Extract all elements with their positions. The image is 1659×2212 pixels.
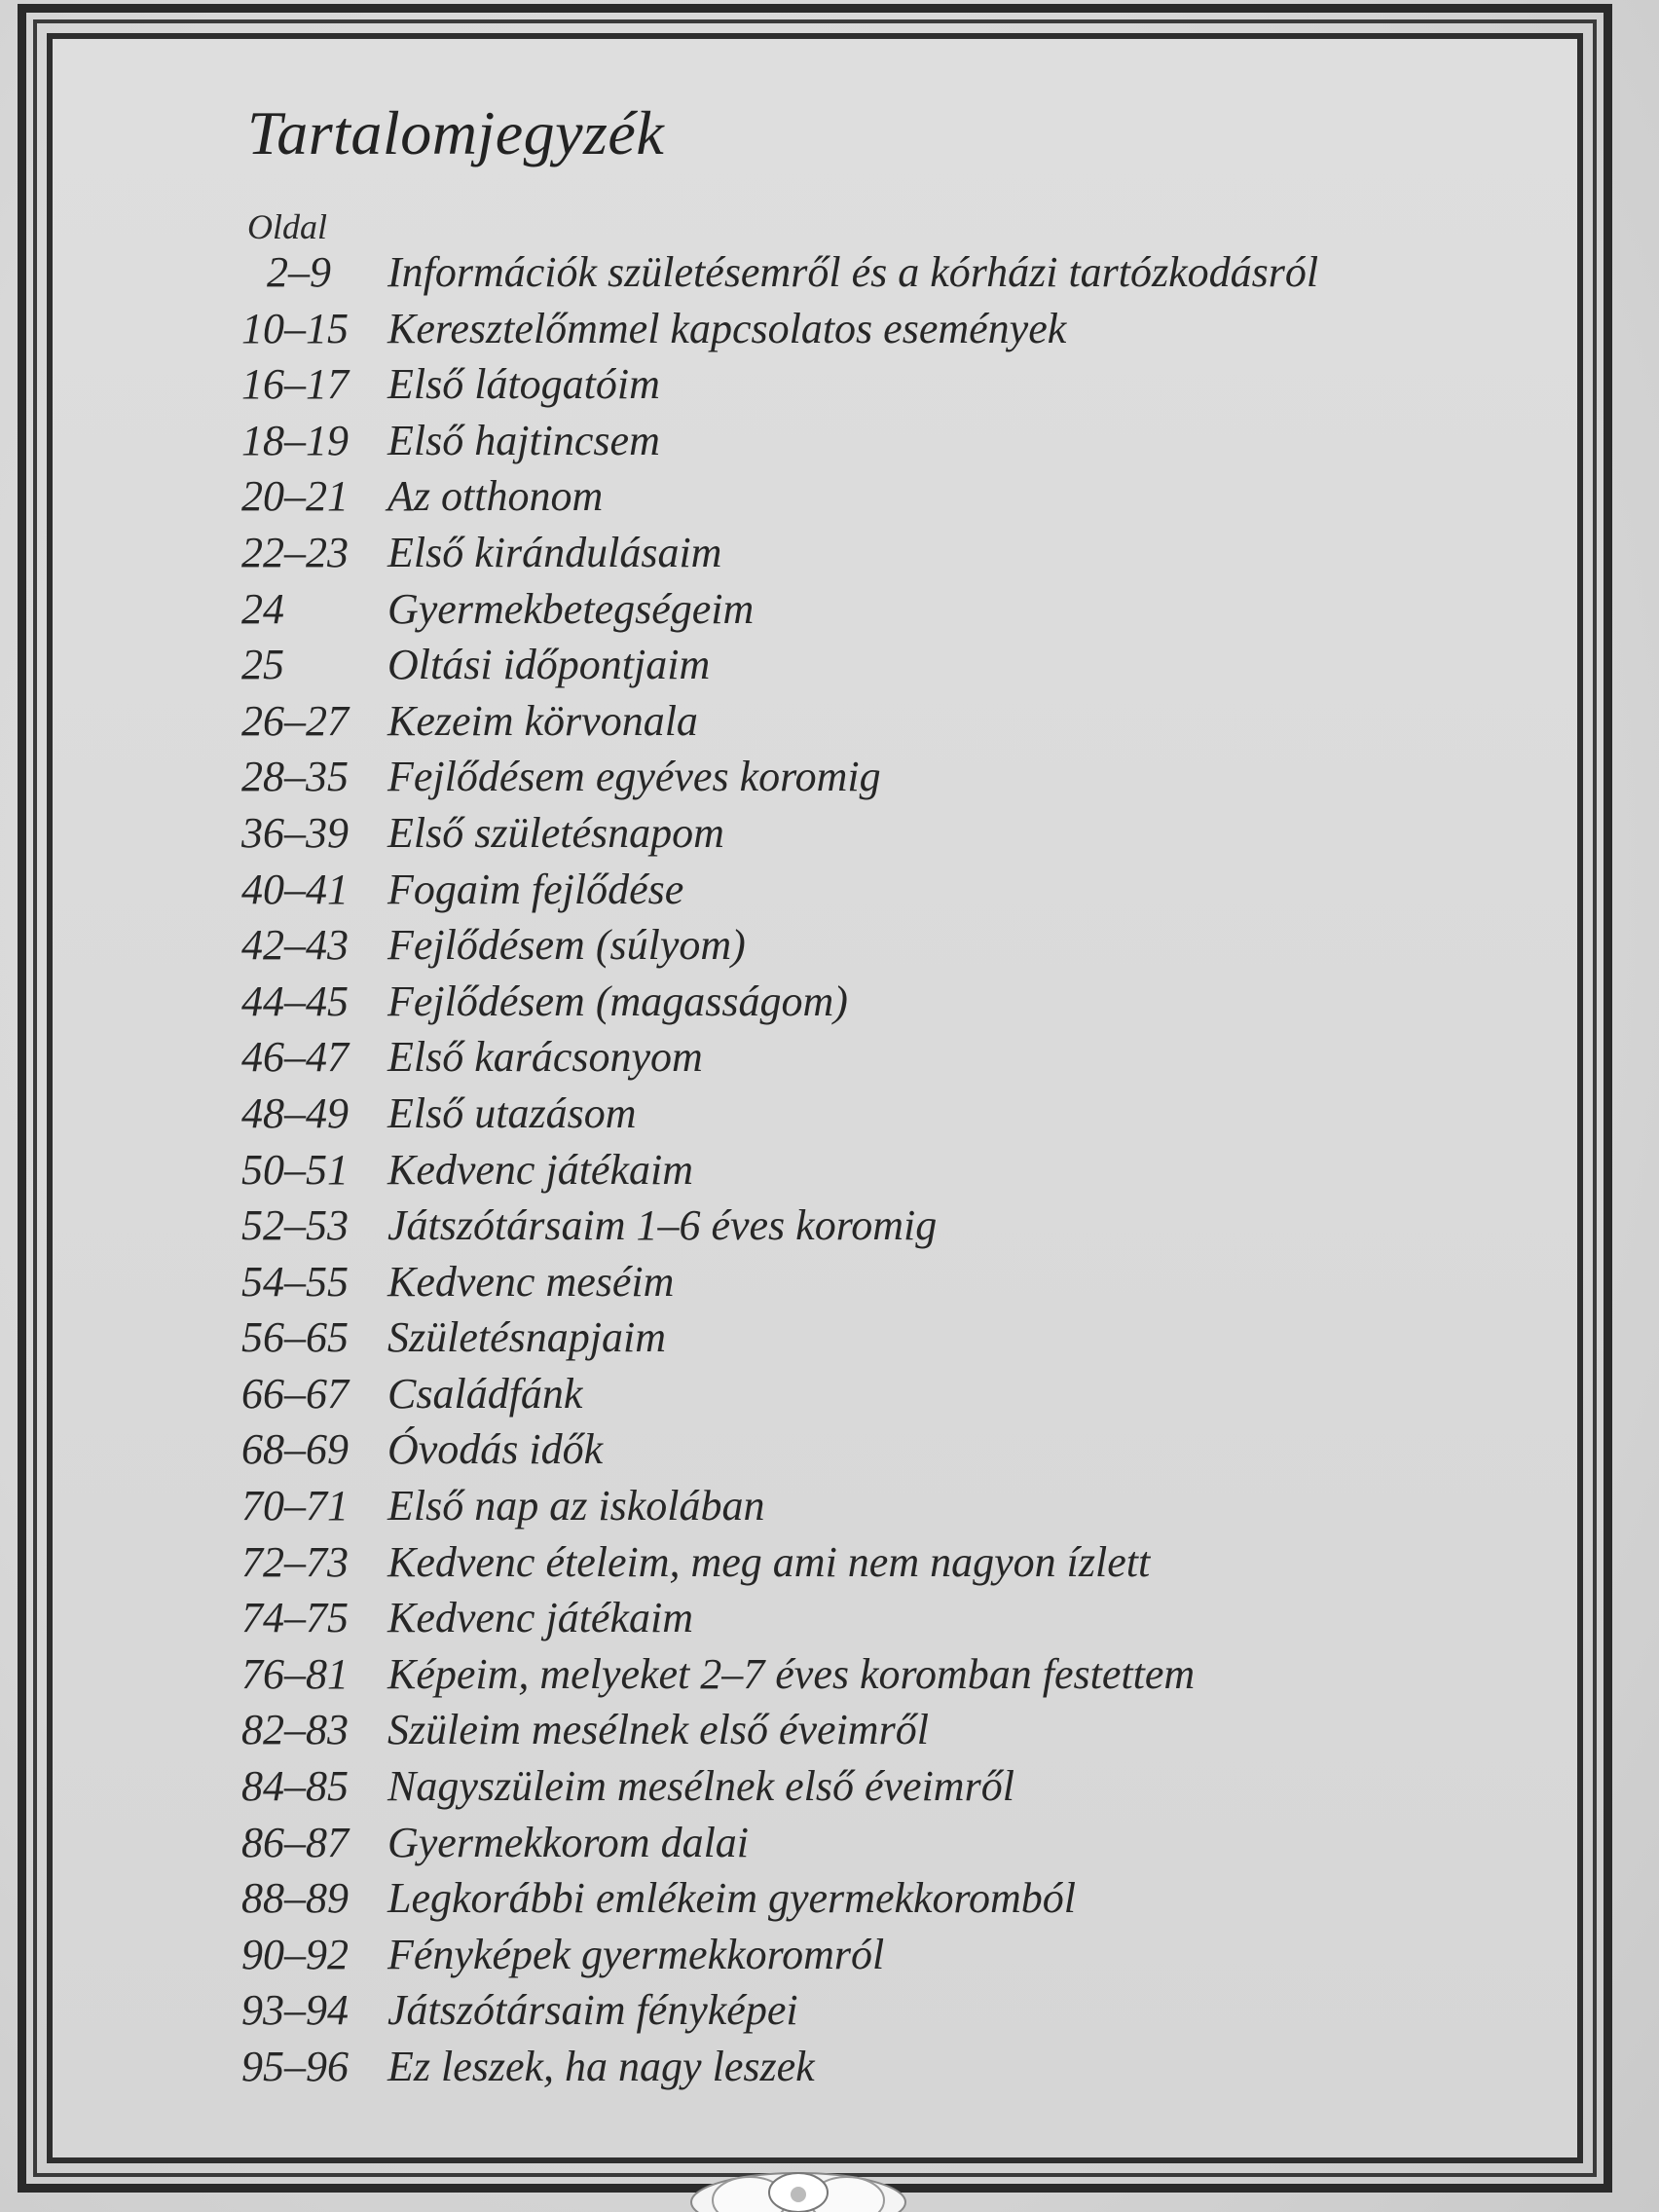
- toc-page-range: 22–23: [241, 528, 349, 576]
- toc-page-range: 26–27: [241, 696, 349, 745]
- toc-page-range: 36–39: [241, 808, 349, 857]
- toc-entry: [241, 1257, 1468, 1313]
- toc-page-range: 46–47: [241, 1033, 349, 1082]
- toc-entry-title: Első utazásom: [387, 1088, 637, 1137]
- toc-page-range: 20–21: [241, 472, 349, 521]
- toc-page-range: 74–75: [241, 1594, 349, 1642]
- toc-entry-title: Az otthonom: [387, 472, 604, 521]
- toc-page-range: 90–92: [241, 1930, 349, 1978]
- toc-entry-title: Kedvenc játékaim: [387, 1145, 693, 1194]
- toc-page-range: 56–65: [241, 1313, 349, 1362]
- toc-page-range: 86–87: [241, 1818, 349, 1866]
- toc-entry-title: Képeim, melyeket 2–7 éves koromban festettem: [387, 1649, 1196, 1698]
- toc-page-range: 16–17: [241, 360, 349, 409]
- toc-page-range: 68–69: [241, 1425, 349, 1474]
- toc-page-range: 82–83: [241, 1706, 349, 1754]
- toc-page-range: 25: [241, 641, 284, 689]
- toc-entry-title: Első születésnapom: [387, 808, 724, 857]
- toc-entry: [241, 584, 1468, 641]
- toc-entry: [241, 1088, 1468, 1145]
- toc-entry: [241, 640, 1468, 696]
- toc-page-range: 93–94: [241, 1986, 349, 2035]
- toc-entry-title: Szüleim mesélnek első éveimről: [387, 1706, 929, 1754]
- toc-entry-title: Gyermekkorom dalai: [387, 1818, 750, 1866]
- toc-entry: [241, 920, 1468, 977]
- toc-entry-title: Nagyszüleim mesélnek első éveimről: [387, 1762, 1014, 1811]
- toc-page-range: 72–73: [241, 1537, 349, 1586]
- toc-entry: [241, 1930, 1468, 1986]
- toc-entry: [241, 2042, 1468, 2098]
- toc-page-range: 24: [241, 584, 284, 633]
- toc-entry-title: Kezeim körvonala: [387, 696, 698, 745]
- toc-entry-title: Óvodás idők: [387, 1425, 604, 1474]
- toc-entry: [241, 1761, 1468, 1818]
- toc-entry-title: Fejlődésem (magasságom): [387, 977, 848, 1025]
- toc-entry: [241, 1985, 1468, 2042]
- toc-entry: [241, 304, 1468, 360]
- toc-page-range: 40–41: [241, 865, 349, 913]
- toc-entry-title: Kedvenc ételeim, meg ami nem nagyon ízlett: [387, 1537, 1151, 1586]
- toc-entry: [241, 359, 1468, 416]
- toc-entry: [241, 1145, 1468, 1201]
- toc-page-range: 10–15: [241, 304, 349, 352]
- toc-page-range: 66–67: [241, 1369, 349, 1418]
- toc-entry: [241, 696, 1468, 753]
- toc-entry-title: Információk születésemről és a kórházi tartózkodásról: [387, 248, 1319, 296]
- toc-page-range: 18–19: [241, 416, 349, 464]
- toc-entry: [241, 977, 1468, 1033]
- toc-entry-title: Fejlődésem (súlyom): [387, 921, 746, 970]
- toc-entry-title: Első látogatóim: [387, 360, 660, 409]
- toc-page-range: 2–9: [267, 248, 331, 296]
- toc-entry: [241, 1200, 1468, 1257]
- toc-entry: [241, 1705, 1468, 1761]
- toc-page-range: 50–51: [241, 1145, 349, 1194]
- toc-entry-title: Első karácsonyom: [387, 1033, 703, 1082]
- toc-entry-title: Fogaim fejlődése: [387, 865, 684, 913]
- toc-page-range: 52–53: [241, 1201, 349, 1250]
- toc-entry: [241, 416, 1468, 472]
- toc-entry: [241, 865, 1468, 921]
- toc-page-range: 44–45: [241, 977, 349, 1025]
- page-title: Tartalomjegyzék: [247, 98, 665, 167]
- toc-entry-title: Ez leszek, ha nagy leszek: [387, 2043, 815, 2090]
- toc-entry: [241, 1537, 1468, 1594]
- toc-entry-title: Fényképek gyermekkoromról: [387, 1930, 885, 1978]
- toc-entry-title: Keresztelőmmel kapcsolatos események: [387, 304, 1067, 352]
- toc-page-range: 70–71: [241, 1482, 349, 1530]
- toc-entry: [241, 1593, 1468, 1649]
- table-of-contents: [241, 247, 1468, 2098]
- toc-entry: [241, 808, 1468, 865]
- toc-entry-title: Legkorábbi emlékeim gyermekkoromból: [387, 1874, 1077, 1923]
- toc-entry: [241, 471, 1468, 528]
- toc-entry-title: Játszótársaim 1–6 éves koromig: [387, 1201, 938, 1250]
- toc-entry-title: Első kirándulásaim: [387, 528, 722, 576]
- toc-entry-title: Játszótársaim fényképei: [387, 1986, 798, 2035]
- toc-entry-title: Első hajtincsem: [387, 416, 660, 464]
- page-column-label: Oldal: [247, 207, 328, 246]
- toc-entry: [241, 1649, 1468, 1706]
- toc-entry: [241, 1818, 1468, 1874]
- toc-entry-title: Kedvenc meséim: [387, 1257, 675, 1306]
- toc-entry-title: Családfánk: [387, 1369, 583, 1418]
- toc-entry-title: Gyermekbetegségeim: [387, 584, 755, 633]
- toc-entry-title: Oltási időpontjaim: [387, 641, 711, 689]
- toc-page-range: 54–55: [241, 1257, 349, 1306]
- toc-entry-title: Születésnapjaim: [387, 1313, 666, 1362]
- toc-entry: [241, 1032, 1468, 1088]
- toc-page-range: 42–43: [241, 921, 349, 970]
- toc-page-range: 84–85: [241, 1762, 349, 1811]
- toc-page-range: 95–96: [241, 2043, 349, 2090]
- flower-decoration: [682, 2163, 915, 2212]
- toc-page-range: 88–89: [241, 1874, 349, 1923]
- toc-entry-title: Kedvenc játékaim: [387, 1594, 693, 1642]
- toc-entry-title: Első nap az iskolában: [387, 1482, 765, 1530]
- toc-entry-title: Fejlődésem egyéves koromig: [387, 753, 881, 801]
- toc-page-range: 28–35: [241, 753, 349, 801]
- toc-entry: [241, 1481, 1468, 1537]
- toc-entry: [241, 1312, 1468, 1369]
- toc-entry: [241, 1873, 1468, 1930]
- toc-entry: [241, 247, 1468, 304]
- toc-entry: [241, 1424, 1468, 1481]
- toc-entry: [241, 528, 1468, 584]
- toc-entry: [241, 1369, 1468, 1425]
- toc-page-range: 76–81: [241, 1649, 349, 1698]
- toc-entry: [241, 752, 1468, 808]
- toc-page-range: 48–49: [241, 1088, 349, 1137]
